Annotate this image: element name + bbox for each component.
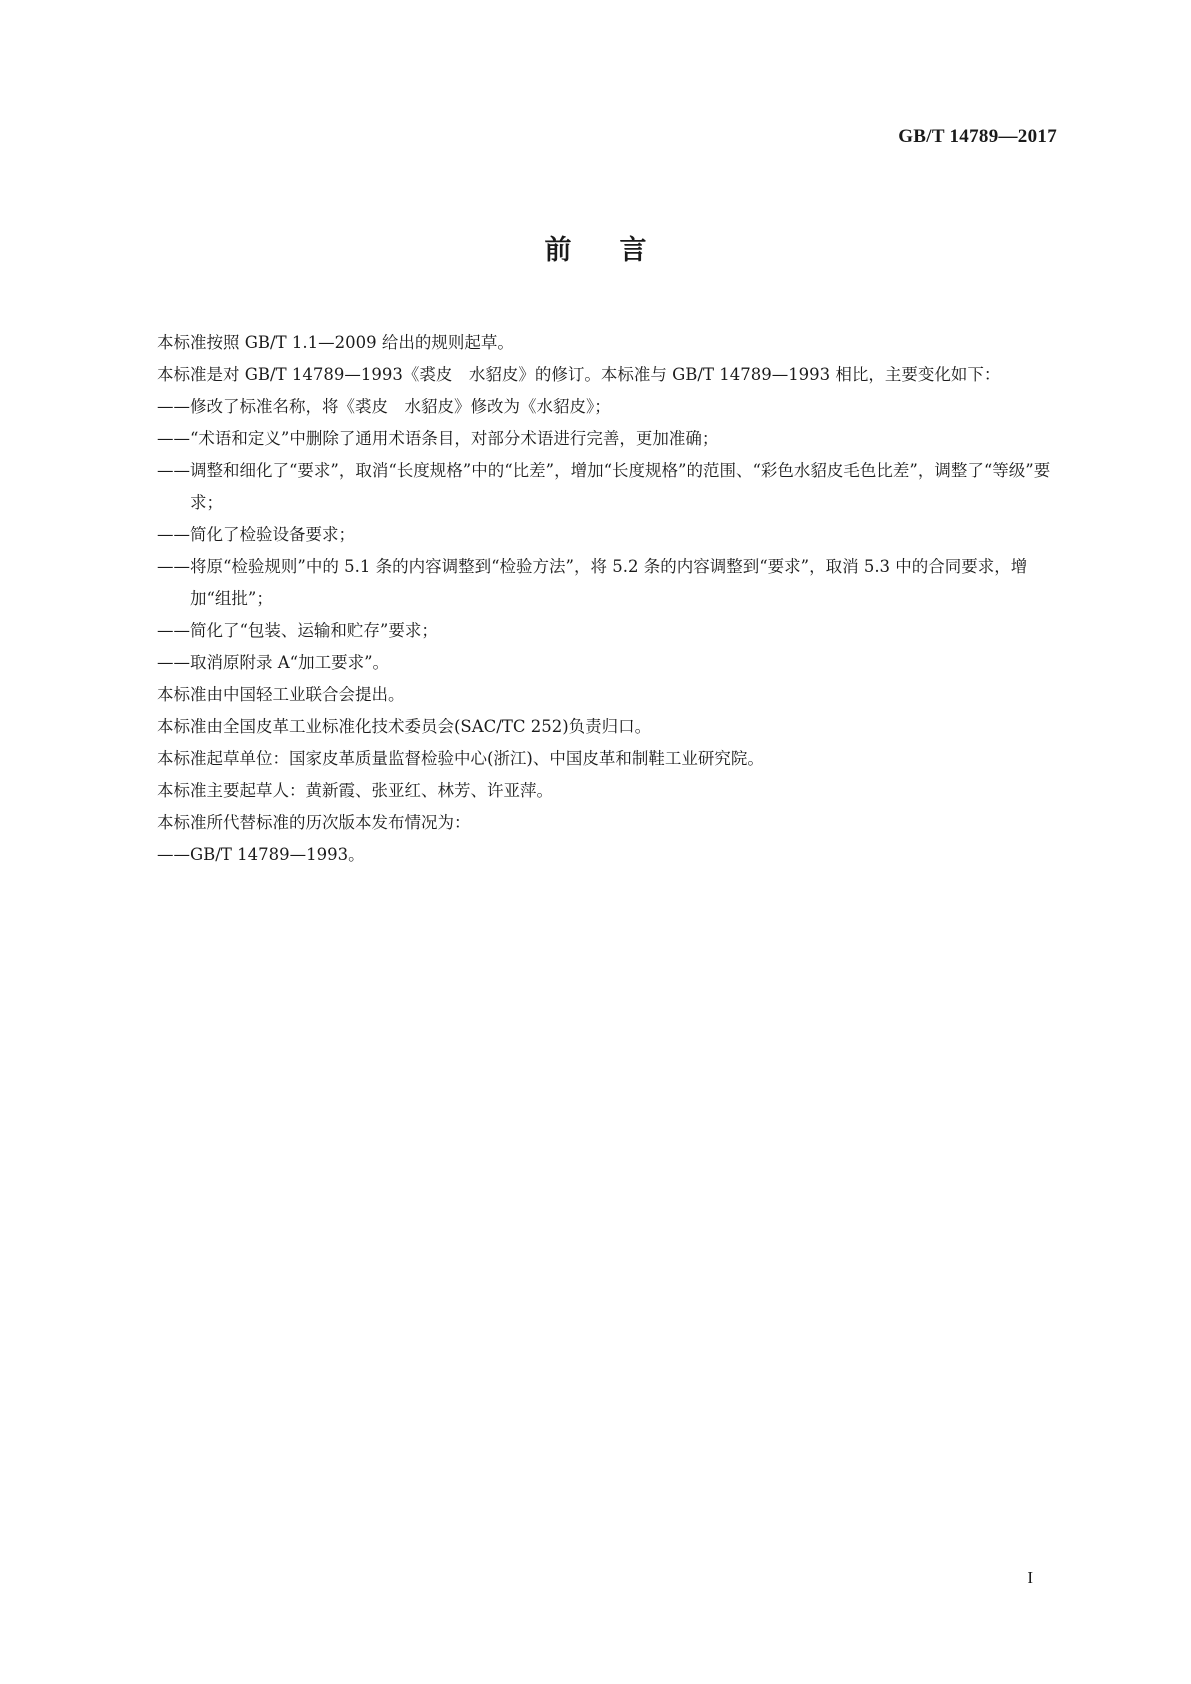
paragraph-proposer: 本标准由中国轻工业联合会提出。 bbox=[157, 685, 405, 704]
paragraph-history-intro: 本标准所代替标准的历次版本发布情况为： bbox=[157, 813, 471, 832]
foreword-body bbox=[124, 327, 1061, 871]
document-code: GB/T 14789—2017 bbox=[898, 126, 1057, 147]
change-item: ——简化了检验设备要求； bbox=[157, 525, 355, 544]
paragraph-committee: 本标准由全国皮革工业标准化技术委员会(SAC/TC 252)负责归口。 bbox=[157, 717, 652, 736]
paragraph-drafting-rules: 本标准按照 GB/T 1.1—2009 给出的规则起草。 bbox=[157, 333, 514, 352]
history-item: ——GB/T 14789—1993。 bbox=[157, 845, 365, 864]
paragraph-drafters: 本标准主要起草人：黄新霞、张亚红、林芳、许亚萍。 bbox=[157, 781, 553, 800]
change-item: ——将原“检验规则”中的 5.1 条的内容调整到“检验方法”，将 5.2 条的内容调整到“要求”，取消 5.3 中的合同要求，增加“组批”； bbox=[157, 557, 1028, 608]
page-number: I bbox=[1027, 1568, 1033, 1587]
change-item: ——修改了标准名称，将《裘皮 水貂皮》修改为《水貂皮》； bbox=[157, 397, 611, 416]
paragraph-drafting-units: 本标准起草单位：国家皮革质量监督检验中心(浙江)、中国皮革和制鞋工业研究院。 bbox=[157, 749, 764, 768]
change-item: ——取消原附录 A“加工要求”。 bbox=[157, 653, 390, 672]
paragraph-revision-summary: 本标准是对 GB/T 14789—1993《裘皮 水貂皮》的修订。本标准与 GB/T 14789—1993 相比，主要变化如下： bbox=[157, 365, 1001, 384]
page-title: 前言 bbox=[544, 235, 695, 266]
change-item: ——调整和细化了“要求”，取消“长度规格”中的“比差”，增加“长度规格”的范围、“彩色水貂皮毛色比差”，调整了“等级”要求； bbox=[157, 461, 1051, 512]
change-item: ——“术语和定义”中删除了通用术语条目，对部分术语进行完善，更加准确； bbox=[157, 429, 719, 448]
change-item: ——简化了“包装、运输和贮存”要求； bbox=[157, 621, 438, 640]
